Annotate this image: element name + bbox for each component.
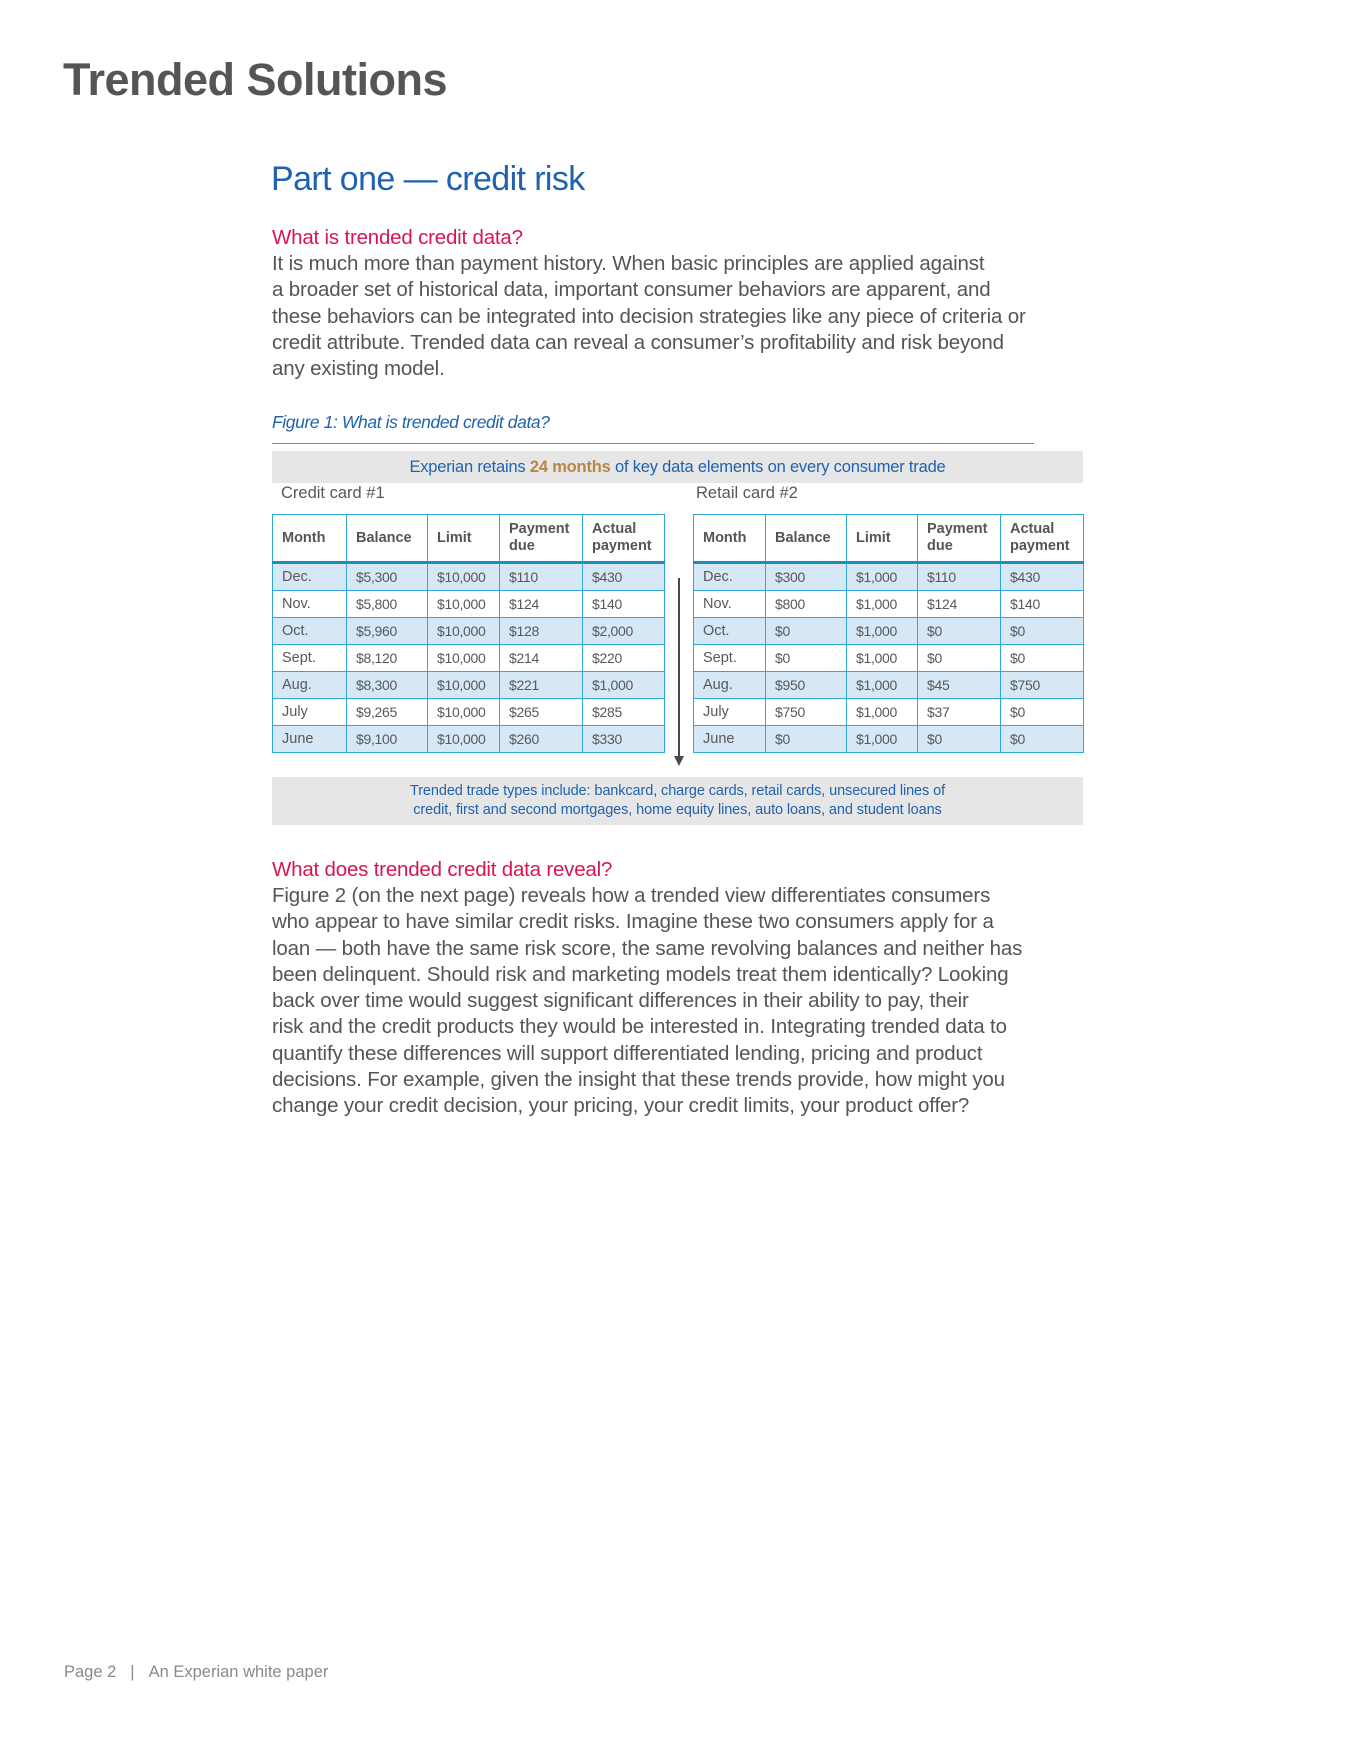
month-cell: Dec. <box>694 563 766 591</box>
month-cell: Nov. <box>273 591 347 618</box>
subheading-what-reveal: What does trended credit data reveal? <box>272 858 613 881</box>
table-row <box>694 618 1084 645</box>
column-header-text: due <box>509 538 535 554</box>
column-header <box>694 515 766 563</box>
value-cell: $265 <box>500 699 583 726</box>
month-cell: June <box>694 726 766 753</box>
value-cell: $110 <box>500 563 583 591</box>
value-cell: $2,000 <box>583 618 665 645</box>
value-cell: $1,000 <box>847 618 918 645</box>
banner-highlight: 24 months <box>529 458 611 476</box>
banner-line: Trended trade types include: bankcard, charge cards, retail cards, unsecured lines of <box>409 783 945 799</box>
table-label-credit-card: Credit card #1 <box>281 484 385 502</box>
column-header-text: Limit <box>437 529 472 546</box>
value-cell: $800 <box>766 591 847 618</box>
value-cell: $8,300 <box>347 672 428 699</box>
month-cell: July <box>694 699 766 726</box>
value-cell: $1,000 <box>847 591 918 618</box>
column-header-text: Payment <box>927 521 988 537</box>
subheading-what-is: What is trended credit data? <box>272 226 523 249</box>
paragraph-line: It is much more than payment history. When basic principles are applied against <box>272 252 985 275</box>
column-header <box>428 515 500 563</box>
banner-line: credit, first and second mortgages, home equity lines, auto loans, and student loans <box>413 801 942 818</box>
value-cell: $5,960 <box>347 618 428 645</box>
value-cell: $10,000 <box>428 726 500 753</box>
value-cell: $430 <box>583 563 665 591</box>
paragraph-line: risk and the credit products they would be interested in. Integrating trended data to <box>272 1015 1007 1039</box>
column-header-text: Month <box>703 529 747 546</box>
column-header-text: Actual <box>592 521 637 537</box>
table-row <box>694 726 1084 753</box>
value-cell: $0 <box>1001 618 1084 645</box>
value-cell: $221 <box>500 672 583 699</box>
arrow-down-icon <box>674 756 684 766</box>
value-cell: $110 <box>918 563 1001 591</box>
column-header-text: Limit <box>856 529 891 546</box>
month-cell: Nov. <box>694 591 766 618</box>
table-row <box>273 591 665 618</box>
paragraph-line: who appear to have similar credit risks. Imagine these two consumers apply for a <box>272 910 994 934</box>
banner-text-pre: Experian retains <box>409 458 530 476</box>
column-header-text: Balance <box>356 529 412 546</box>
value-cell: $10,000 <box>428 699 500 726</box>
paragraph-line: a broader set of historical data, important consumer behaviors are apparent, and <box>272 278 991 302</box>
column-header <box>583 515 665 563</box>
paragraph-line: change your credit decision, your pricing, your credit limits, your product offer? <box>272 1094 970 1118</box>
value-cell: $5,300 <box>347 563 428 591</box>
value-cell: $0 <box>1001 699 1084 726</box>
paragraph-what-is <box>272 251 1092 382</box>
value-cell: $140 <box>1001 591 1084 618</box>
column-header <box>847 515 918 563</box>
month-cell: Aug. <box>694 672 766 699</box>
value-cell: $0 <box>918 645 1001 672</box>
value-cell: $124 <box>500 591 583 618</box>
value-cell: $750 <box>1001 672 1084 699</box>
table-row <box>694 563 1084 591</box>
month-cell: Sept. <box>694 645 766 672</box>
paragraph-line: these behaviors can be integrated into decision strategies like any piece of criteria or <box>272 304 1026 328</box>
value-cell: $950 <box>766 672 847 699</box>
value-cell: $260 <box>500 726 583 753</box>
column-header <box>347 515 428 563</box>
footer-separator: | <box>130 1663 135 1681</box>
table-row <box>273 618 665 645</box>
retail-card-table <box>693 514 1084 753</box>
banner-text-post: of key data elements on every consumer trade <box>610 458 946 476</box>
table-label-retail-card: Retail card #2 <box>696 484 798 502</box>
table-row <box>694 645 1084 672</box>
figure-rule <box>272 443 1034 444</box>
column-header <box>273 515 347 563</box>
column-header-text: Month <box>282 529 326 546</box>
paragraph-line: credit attribute. Trended data can reveal a consumer’s profitability and risk beyond <box>272 330 1004 354</box>
figure-banner-top <box>272 451 1083 483</box>
value-cell: $750 <box>766 699 847 726</box>
value-cell: $0 <box>1001 726 1084 753</box>
paragraph-line: loan — both have the same risk score, the same revolving balances and neither has <box>272 936 1023 960</box>
value-cell: $1,000 <box>847 563 918 591</box>
table-row <box>694 591 1084 618</box>
value-cell: $128 <box>500 618 583 645</box>
value-cell: $8,120 <box>347 645 428 672</box>
section-title: Part one — credit risk <box>271 160 585 198</box>
column-header-text: due <box>927 538 953 554</box>
table-row <box>273 672 665 699</box>
value-cell: $10,000 <box>428 645 500 672</box>
page-number: Page 2 <box>64 1663 117 1681</box>
value-cell: $10,000 <box>428 672 500 699</box>
value-cell: $1,000 <box>847 699 918 726</box>
credit-card-table <box>272 514 665 753</box>
value-cell: $9,100 <box>347 726 428 753</box>
value-cell: $9,265 <box>347 699 428 726</box>
month-cell: Aug. <box>273 672 347 699</box>
month-cell: Sept. <box>273 645 347 672</box>
column-header-text: payment <box>592 538 652 554</box>
column-header-text: Actual <box>1010 521 1055 537</box>
value-cell: $0 <box>766 645 847 672</box>
month-cell: July <box>273 699 347 726</box>
table-header-row <box>273 515 665 563</box>
column-header <box>1001 515 1084 563</box>
figure-caption: Figure 1: What is trended credit data? <box>272 412 550 432</box>
paragraph-what-reveal <box>272 883 1092 1120</box>
table-row <box>694 672 1084 699</box>
figure-banner-bottom <box>272 777 1083 825</box>
value-cell: $300 <box>766 563 847 591</box>
column-header <box>500 515 583 563</box>
column-header <box>766 515 847 563</box>
time-arrow <box>678 578 680 758</box>
value-cell: $1,000 <box>847 726 918 753</box>
value-cell: $214 <box>500 645 583 672</box>
value-cell: $285 <box>583 699 665 726</box>
value-cell: $0 <box>918 726 1001 753</box>
column-header-text: Payment <box>509 521 570 537</box>
page-footer <box>64 1663 328 1682</box>
table-row <box>694 699 1084 726</box>
paragraph-line: quantify these differences will support differentiated lending, pricing and product <box>272 1041 983 1065</box>
table-row <box>273 563 665 591</box>
month-cell: Oct. <box>694 618 766 645</box>
paragraph-line: back over time would suggest significant differences in their ability to pay, their <box>272 989 969 1013</box>
table-row <box>273 645 665 672</box>
table-row <box>273 726 665 753</box>
table-row <box>273 699 665 726</box>
column-header-text: Balance <box>775 529 831 546</box>
value-cell: $0 <box>918 618 1001 645</box>
paragraph-line: been delinquent. Should risk and marketing models treat them identically? Looking <box>272 962 1009 986</box>
value-cell: $1,000 <box>847 672 918 699</box>
value-cell: $0 <box>1001 645 1084 672</box>
value-cell: $220 <box>583 645 665 672</box>
value-cell: $37 <box>918 699 1001 726</box>
page-title: Trended Solutions <box>63 54 448 105</box>
value-cell: $330 <box>583 726 665 753</box>
value-cell: $10,000 <box>428 563 500 591</box>
paragraph-line: decisions. For example, given the insight that these trends provide, how might you <box>272 1068 1005 1092</box>
value-cell: $430 <box>1001 563 1084 591</box>
month-cell: Dec. <box>273 563 347 591</box>
value-cell: $10,000 <box>428 618 500 645</box>
footer-label: An Experian white paper <box>148 1663 329 1681</box>
value-cell: $0 <box>766 618 847 645</box>
value-cell: $0 <box>766 726 847 753</box>
value-cell: $1,000 <box>847 645 918 672</box>
value-cell: $10,000 <box>428 591 500 618</box>
paragraph-line: Figure 2 (on the next page) reveals how a trended view differentiates consumers <box>272 884 991 907</box>
value-cell: $140 <box>583 591 665 618</box>
value-cell: $1,000 <box>583 672 665 699</box>
value-cell: $45 <box>918 672 1001 699</box>
value-cell: $124 <box>918 591 1001 618</box>
paragraph-line: any existing model. <box>272 357 445 381</box>
table-header-row <box>694 515 1084 563</box>
month-cell: June <box>273 726 347 753</box>
value-cell: $5,800 <box>347 591 428 618</box>
column-header-text: payment <box>1010 538 1070 554</box>
column-header <box>918 515 1001 563</box>
month-cell: Oct. <box>273 618 347 645</box>
